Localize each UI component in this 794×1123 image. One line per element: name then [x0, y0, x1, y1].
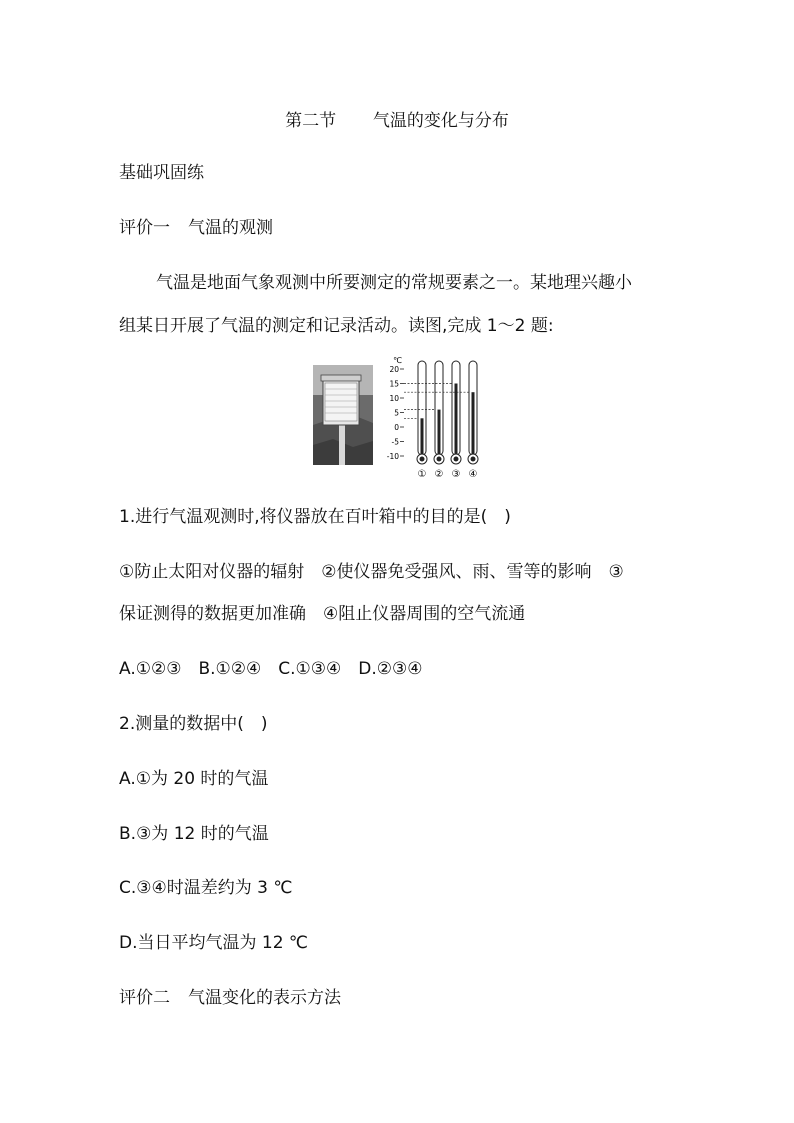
- mercury-column: [455, 384, 458, 458]
- eval2-label: 评价二: [119, 988, 170, 1008]
- thermometer-label: ③: [451, 469, 461, 480]
- section-heading: 基础巩固练: [119, 163, 204, 183]
- mercury-column: [421, 418, 424, 457]
- q1-stem: 1.进行气温观测时,将仪器放在百叶箱中的目的是( ): [119, 507, 511, 527]
- mercury-column: [438, 410, 441, 457]
- thermometer-chart: [371, 353, 489, 483]
- eval1-title: 气温的观测: [188, 218, 273, 238]
- intro-line-2: 组某日开展了气温的测定和记录活动。读图,完成 1～2 题:: [119, 316, 554, 336]
- eval2-heading: [119, 987, 341, 1009]
- eval1-label: 评价一: [119, 218, 170, 238]
- thermometer-label: ①: [417, 469, 427, 480]
- q2-option-d: D.当日平均气温为 12 ℃: [119, 933, 309, 953]
- section-number: 第二节: [285, 111, 337, 131]
- q2-option-c: C.③④时温差约为 3 ℃: [119, 878, 293, 898]
- q1-options-line-1: ①防止太阳对仪器的辐射 ②使仪器免受强风、雨、雪等的影响 ③: [119, 562, 624, 582]
- q1-options-line-2: 保证测得的数据更加准确 ④阻止仪器周围的空气流通: [119, 604, 526, 624]
- y-tick-label: 20: [389, 365, 399, 374]
- thermometer-label: ④: [468, 469, 478, 480]
- thermometer-label: ②: [434, 469, 444, 480]
- thermometer-bulb-core: [471, 457, 476, 462]
- y-tick-label: -10: [386, 452, 399, 461]
- figure: [313, 353, 491, 483]
- y-tick-label: 10: [389, 394, 399, 403]
- y-tick-label: 0: [394, 423, 399, 432]
- q2-option-a: A.①为 20 时的气温: [119, 769, 269, 789]
- q2-stem: 2.测量的数据中( ): [119, 714, 268, 734]
- q2-option-b: B.③为 12 时的气温: [119, 824, 269, 844]
- unit-label: ℃: [393, 356, 402, 365]
- y-tick-label: 5: [394, 408, 399, 418]
- section-title: 气温的变化与分布: [372, 111, 509, 131]
- q1-choices: A.①②③ B.①②④ C.①③④ D.②③④: [119, 659, 423, 679]
- instrument-shelter-photo: [313, 365, 373, 465]
- eval2-title: 气温变化的表示方法: [188, 988, 341, 1008]
- y-tick-label: 15: [389, 379, 399, 389]
- page-title: [0, 106, 794, 131]
- eval1-heading: [119, 217, 273, 239]
- thermometer-bulb-core: [437, 457, 442, 462]
- thermometer-bulb-core: [454, 457, 459, 462]
- y-tick-label: -5: [391, 437, 399, 447]
- thermometer-bulb-core: [420, 457, 425, 462]
- intro-line-1: 气温是地面气象观测中所要测定的常规要素之一。某地理兴趣小: [156, 273, 632, 293]
- mercury-column: [472, 392, 475, 457]
